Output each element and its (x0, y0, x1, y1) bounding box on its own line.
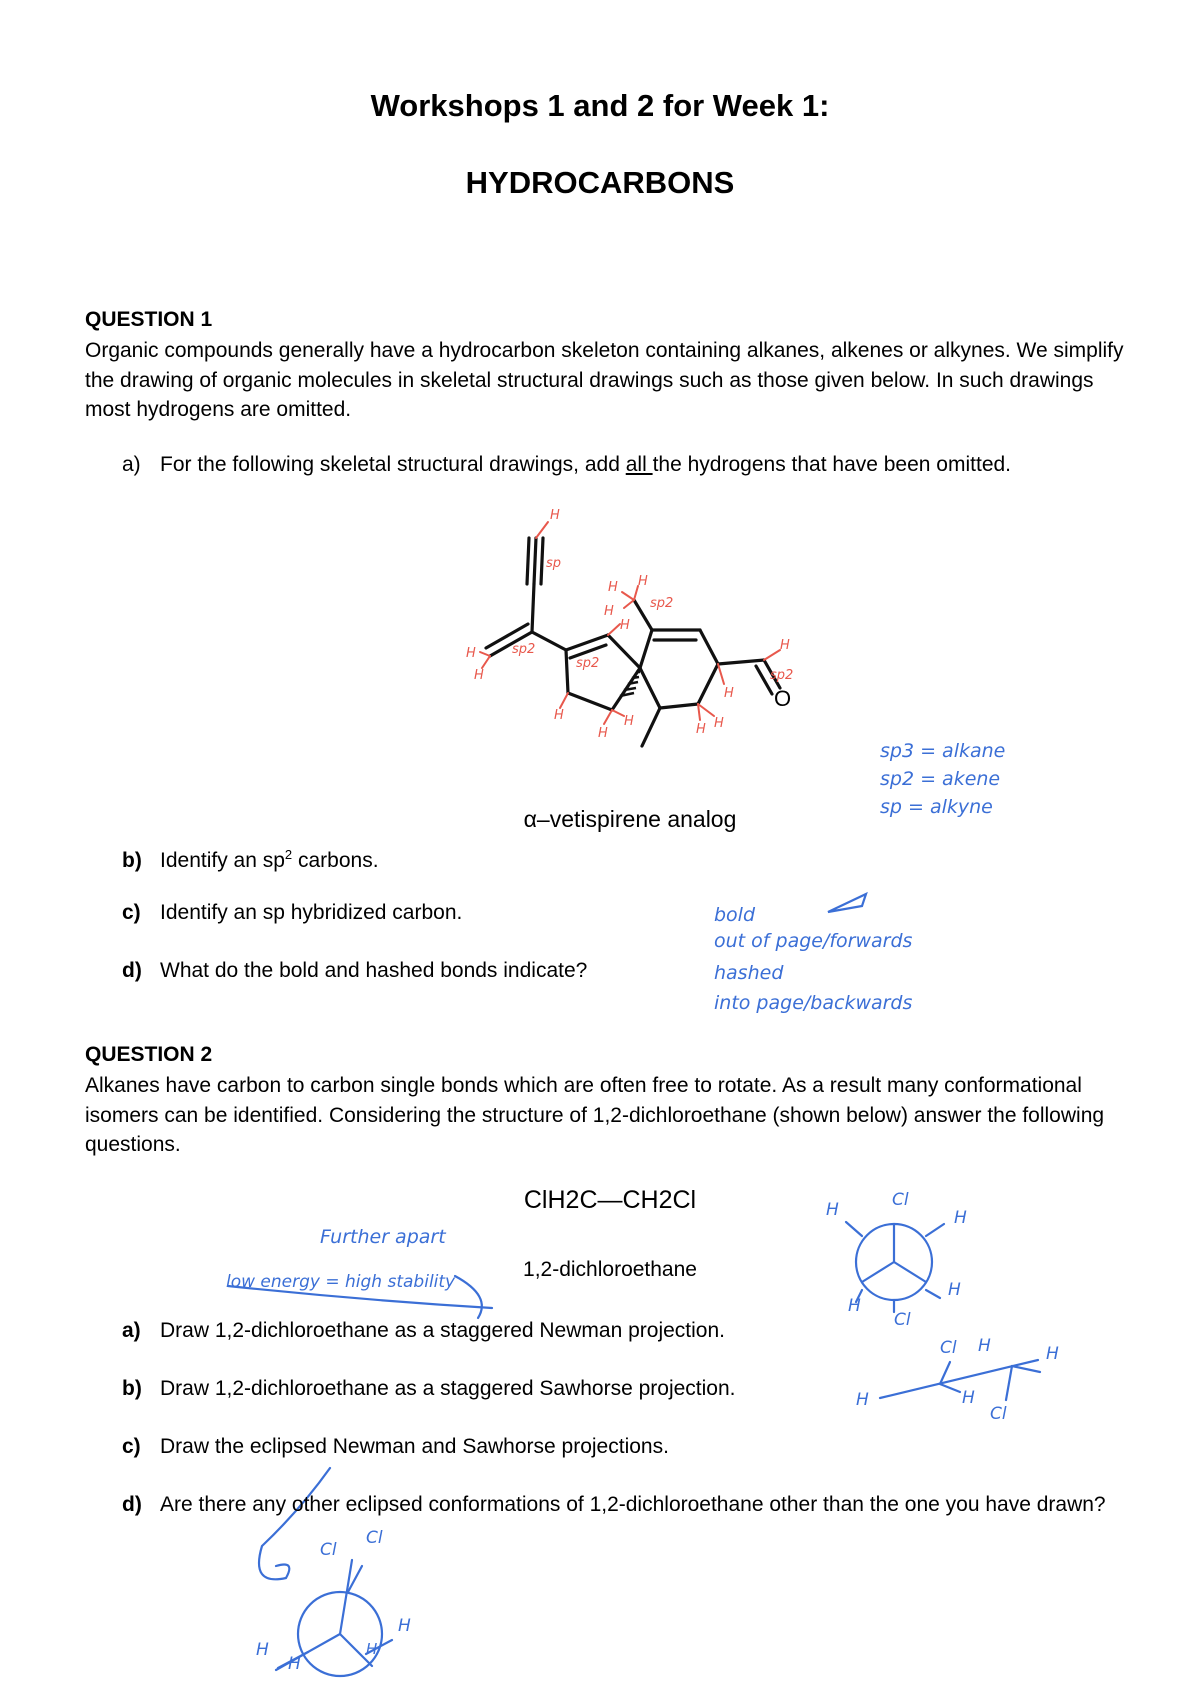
question-2a-text: Draw 1,2-dichloroethane as a staggered Newman projection. (160, 1319, 725, 1342)
hydrogen-label: H (624, 714, 634, 729)
bond-line (642, 708, 660, 746)
page-subtitle: HYDROCARBONS (465, 165, 735, 200)
arrow-stroke (455, 1276, 482, 1318)
question-2c-text: Draw the eclipsed Newman and Sawhorse projections. (160, 1435, 669, 1458)
chemical-formula: ClH2C—CH2Cl (523, 1186, 697, 1214)
hydrogen-label: H (780, 638, 790, 653)
bond-line (560, 693, 568, 708)
hydrogen-label: H (948, 1280, 961, 1300)
chlorine-label: Cl (366, 1528, 383, 1548)
hybridization-label: sp2 (770, 668, 794, 683)
hydrogen-label: H (398, 1616, 411, 1636)
hydrogen-label: H (366, 1640, 378, 1658)
item-label: d) (122, 959, 142, 982)
question-2a (122, 1316, 1122, 1346)
hydrogen-label: H (856, 1390, 869, 1410)
hash-line (632, 677, 639, 678)
hydrogen-label: H (1046, 1344, 1059, 1364)
bold-meaning: out of page/forwards (714, 930, 913, 952)
bond-line (536, 522, 548, 538)
hashed-meaning: into page/backwards (714, 992, 913, 1014)
bond-line (527, 538, 529, 584)
question-1-heading: QUESTION 1 (85, 308, 213, 331)
bond-line (764, 650, 780, 660)
bond-line (718, 664, 724, 684)
hydrogen-label: H (848, 1296, 861, 1316)
bold-note: bold (714, 904, 756, 926)
bond-line (480, 652, 490, 656)
item-label: d) (122, 1493, 142, 1516)
hydrogen-label: H (598, 726, 608, 741)
question-1d-text: What do the bold and hashed bonds indicate? (160, 959, 588, 982)
question-1a-text-post: the hydrogens that have been omitted. (652, 453, 1012, 476)
newman-bond (926, 1224, 944, 1236)
hydrogen-label: H (554, 708, 564, 723)
question-2b (122, 1374, 1122, 1404)
bond-line (700, 630, 718, 664)
bond-line (608, 624, 620, 635)
question-1a-text-underline: all (625, 453, 653, 476)
hydrogen-label: H (288, 1654, 301, 1674)
hydrogen-label: H (714, 716, 724, 731)
question-1b (122, 840, 1122, 876)
chlorine-label: Cl (320, 1540, 337, 1560)
low-energy-note: low energy = high stability (226, 1272, 456, 1292)
bond-line (698, 664, 718, 704)
legend-sp2: sp2 = akene (880, 768, 1001, 790)
hydrogen-label: H (474, 668, 484, 683)
item-label: b) (122, 1377, 142, 1400)
bond-line (604, 710, 612, 724)
newman-bond (846, 1222, 862, 1236)
question-2-intro: Alkanes have carbon to carbon single bonds which are often free to rotate. As a result many conformational isomers can be identified. Considering the structure of 1,2-dichloroethane (shown below) answer the following questions. (85, 1074, 1105, 1156)
hydrogen-label: H (604, 604, 614, 619)
bond-line (660, 704, 698, 708)
hydrogen-label: H (962, 1388, 975, 1408)
question-1-intro: Organic compounds generally have a hydrocarbon skeleton containing alkanes, alkenes or alkynes. We simplify the drawing of organic molecules in skeletal structural drawings such as those given below. In such drawings most hydrogens are omitted. (85, 339, 1124, 421)
question-1b-text-pre: Identify an sp (160, 849, 285, 872)
further-apart-note: Further apart (320, 1226, 446, 1248)
bond-line (568, 693, 612, 710)
bond-line (532, 584, 534, 632)
newman-bond (862, 1262, 894, 1282)
hybridization-label: sp (546, 556, 562, 571)
hydrogen-label: H (696, 722, 706, 737)
hydrogen-label: H (978, 1336, 991, 1356)
hybridization-label: sp2 (650, 596, 674, 611)
question-1c (122, 898, 1122, 928)
question-1b-text-post: carbons. (292, 849, 379, 872)
hydrogen-label: H (638, 574, 648, 589)
item-label: c) (122, 901, 141, 924)
hydrogen-label: H (466, 646, 476, 661)
page-title: Workshops 1 and 2 for Week 1: (370, 88, 830, 123)
newman-bond (340, 1560, 352, 1634)
item-label: b) (122, 849, 142, 872)
chlorine-label: Cl (894, 1310, 911, 1330)
item-label: a) (122, 453, 141, 476)
question-1c-text: Identify an sp hybridized carbon. (160, 901, 463, 924)
hydrogen-label: H (954, 1208, 967, 1228)
bond-line (612, 710, 624, 716)
hydrogen-label: H (608, 580, 618, 595)
question-1d (122, 956, 1122, 986)
compound-name: 1,2-dichloroethane (523, 1258, 697, 1281)
chlorine-label: Cl (990, 1404, 1007, 1424)
hydrogen-label: H (620, 618, 630, 633)
hybridization-label: sp2 (576, 656, 600, 671)
question-2d-text: Are there any other eclipsed conformations of 1,2-dichloroethane other than the one you have drawn? (160, 1493, 1106, 1516)
question-2-heading: QUESTION 2 (85, 1043, 213, 1066)
hydrogen-label: H (256, 1640, 269, 1660)
bond-line (482, 656, 490, 668)
hydrogen-label: H (550, 508, 560, 523)
item-label: c) (122, 1435, 141, 1458)
molecule-caption: α–vetispirene analog (523, 806, 737, 832)
question-1b-superscript: 2 (284, 847, 293, 862)
question-2d (122, 1490, 1122, 1520)
bond-line (640, 668, 660, 708)
bond-line (698, 704, 714, 716)
bond-line (718, 660, 764, 664)
bond-line (640, 630, 652, 668)
question-2b-text: Draw 1,2-dichloroethane as a staggered Sawhorse projection. (160, 1377, 736, 1400)
bond-line (534, 538, 536, 584)
bond-line (541, 538, 543, 584)
bond-line (532, 632, 566, 650)
bond-line (624, 600, 634, 608)
newman-bond (926, 1290, 940, 1298)
squiggle-stroke (259, 1468, 330, 1579)
item-label: a) (122, 1319, 141, 1342)
newman-bond (894, 1262, 926, 1282)
oxygen-label: O (774, 686, 792, 711)
bond-line (566, 650, 568, 693)
legend-sp: sp = alkyne (880, 796, 993, 818)
hydrogen-label: H (826, 1200, 839, 1220)
bond-line (608, 635, 640, 668)
chlorine-label: Cl (940, 1338, 957, 1358)
chlorine-label: Cl (892, 1190, 909, 1210)
hydrogen-label: H (724, 686, 734, 701)
hybridization-label: sp2 (512, 642, 536, 657)
sawhorse-bond (1012, 1366, 1040, 1372)
question-2c (122, 1432, 1122, 1462)
hashed-note: hashed (714, 962, 784, 984)
bond-line (622, 592, 634, 600)
legend-sp3: sp3 = alkane (880, 740, 1006, 762)
question-1a-text-pre: For the following skeletal structural drawings, add (160, 453, 626, 476)
